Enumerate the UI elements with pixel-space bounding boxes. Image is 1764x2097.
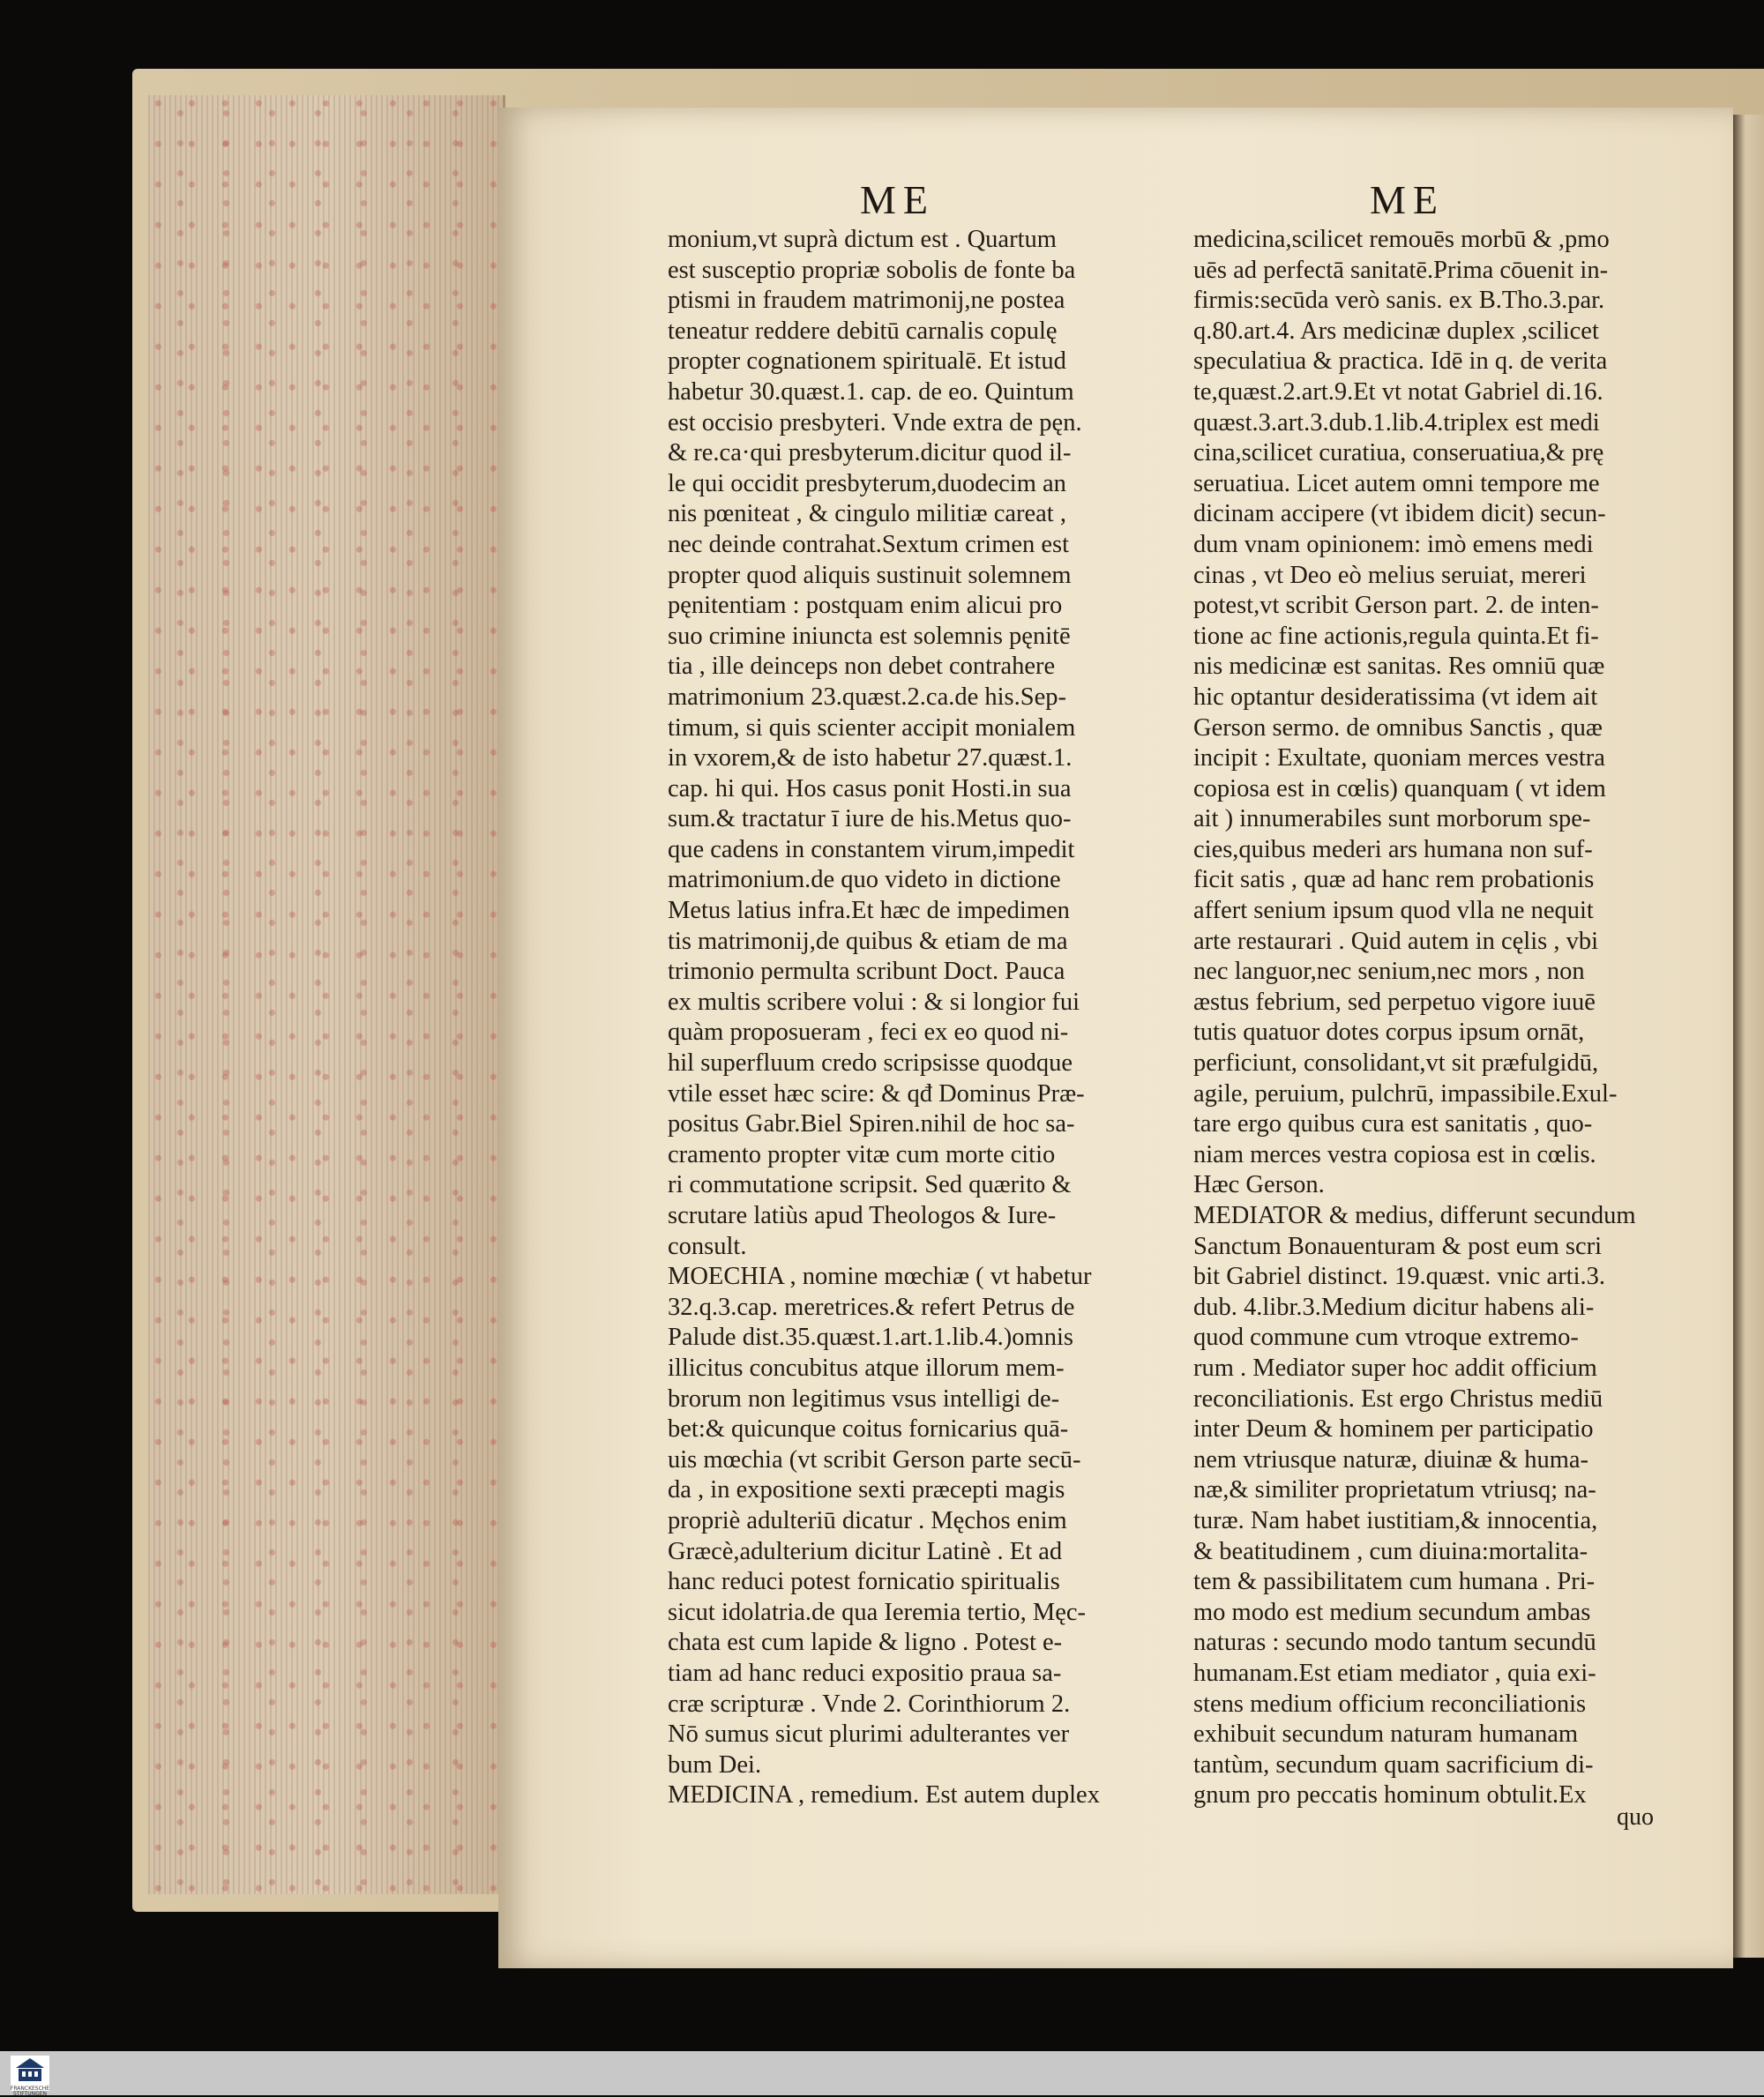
text-line: næ,& similiter proprietatum vtriusq; na- [1193, 1476, 1596, 1504]
text-line: chata est cum lapide & ligno . Potest e- [668, 1629, 1063, 1657]
text-line: exhibuit secundum naturam humanam [1193, 1720, 1579, 1749]
text-line: cap. hi qui. Hos casus ponit Hosti.in sua [668, 774, 1072, 802]
text-line: tione ac fine actionis,regula quinta.Et fi- [1193, 622, 1599, 650]
text-line: brorum non legitimus vsus intelligi de- [668, 1384, 1060, 1413]
text-line: MOECHIA , nomine mœchiæ ( vt habetur [668, 1263, 1092, 1291]
text-line: positus Gabr.Biel Spiren.nihil de hoc sa- [668, 1110, 1075, 1138]
text-line: hil superfluum credo scripsisse quodque [668, 1049, 1073, 1078]
text-line: niam merces vestra copiosa est in cœlis. [1193, 1140, 1596, 1168]
text-line: scrutare latiùs apud Theologos & Iure- [668, 1202, 1057, 1229]
text-line: est susceptio propriæ sobolis de fonte ba [668, 256, 1076, 284]
text-line: naturas : secundo modo tantum secundū [1193, 1629, 1596, 1657]
text-line: tia , ille deinceps non debet contrahere [668, 653, 1056, 681]
text-line: bum Dei. [668, 1750, 762, 1779]
text-line: cinas , vt Deo eò melius seruiat, mereri [1193, 561, 1587, 589]
text-line: tem & passibilitatem cum humana . Pri- [1193, 1568, 1596, 1596]
text-line: ait ) innumerabiles sunt morborum spe- [1193, 805, 1591, 833]
text-line: dicinam accipere (vt ibidem dicit) secun- [1193, 500, 1606, 528]
text-line: est occisio presbyteri. Vnde extra de pęn. [668, 408, 1082, 437]
text-line: nis pœniteat , & cingulo militiæ careat , [668, 500, 1066, 528]
text-line: incipit : Exultate, quoniam merces vestra [1193, 744, 1605, 772]
text-line: tantùm, secundum quam sacrificium di- [1193, 1750, 1594, 1779]
text-column-left [668, 225, 1197, 1811]
text-line: timum, si quis scienter accipit monialem [668, 713, 1076, 742]
text-line: æstus febrium, sed perpetuo vigore iuuē [1193, 988, 1596, 1016]
text-line: & beatitudinem , cum diuina:mortalita- [1193, 1537, 1588, 1565]
text-line: cramento propter vitæ cum morte citio [668, 1140, 1056, 1168]
text-line: propter cognationem spiritualē. Et istud [668, 347, 1066, 376]
text-line: ficit satis , quæ ad hanc rem probationis [1193, 866, 1595, 894]
text-line: speculatiua & practica. Idē in q. de verita [1193, 347, 1608, 376]
text-line: rum . Mediator super hoc addit officium [1193, 1354, 1597, 1382]
running-head-left: ME [860, 177, 935, 222]
text-line: in vxorem,& de isto habetur 27.quæst.1. [668, 744, 1073, 772]
text-line: quod commune cum vtroque extremo- [1193, 1324, 1579, 1352]
text-line: MEDIATOR & medius, differunt secundum [1193, 1202, 1636, 1229]
text-line: bet:& quicunque coitus fornicarius quā- [668, 1415, 1069, 1444]
text-line: medicina,scilicet remouēs morbū & ,pmo [1193, 226, 1610, 253]
text-line: cies,quibus mederi ars humana non suf- [1193, 835, 1593, 863]
text-line: turæ. Nam habet iustitiam,& innocentia, [1193, 1506, 1598, 1534]
text-line: affert senium ipsum quod vlla ne nequit [1193, 897, 1594, 925]
text-line: quæst.3.art.3.dub.1.lib.4.triplex est medi [1193, 408, 1600, 437]
text-line: inter Deum & hominem per participatio [1193, 1415, 1594, 1444]
text-line: gnum pro peccatis hominum obtulit.Ex [1193, 1781, 1587, 1810]
text-line: propter quod aliquis sustinuit solemnem [668, 561, 1072, 589]
text-line: teneatur reddere debitū carnalis copulę [668, 317, 1058, 345]
text-line: habetur 30.quæst.1. cap. de eo. Quintum [668, 377, 1074, 406]
text-line: ptismi in fraudem matrimonij,ne postea [668, 287, 1065, 315]
text-line: que cadens in constantem virum,impedit [668, 835, 1075, 863]
text-line: uis mœchia (vt scribit Gerson parte secū- [668, 1445, 1081, 1474]
text-line: Gerson sermo. de omnibus Sanctis , quæ [1193, 713, 1603, 742]
text-line: consult. [668, 1232, 747, 1260]
text-line: le qui occidit presbyterum,duodecim an [668, 469, 1066, 497]
text-line: uēs ad perfectā sanitatē.Prima cōuenit in- [1193, 256, 1609, 284]
text-line: humanam.Est etiam mediator , quia exi- [1193, 1659, 1596, 1687]
text-line: sum.& tractatur ī iure de his.Metus quo- [668, 805, 1072, 833]
text-line: MEDICINA , remedium. Est autem duplex [668, 1781, 1100, 1810]
text-line: q.80.art.4. Ars medicinæ duplex ,scilicet [1193, 317, 1599, 345]
text-line: reconciliationis. Est ergo Christus mediū [1193, 1384, 1603, 1413]
text-line: te,quæst.2.art.9.Et vt notat Gabriel di.16. [1193, 377, 1603, 406]
text-line: matrimonium.de quo videto in dictione [668, 866, 1061, 894]
text-line: & re.ca·qui presbyterum.dicitur quod il- [668, 439, 1072, 467]
text-line: nec languor,nec senium,nec mors , non [1193, 958, 1585, 986]
text-line: nec deinde contrahat.Sextum crimen est [668, 530, 1070, 558]
text-line: dum vnam opinionem: imò emens medi [1193, 530, 1594, 558]
text-line: tare ergo quibus cura est sanitatis , quo- [1193, 1110, 1593, 1138]
text-line: tiam ad hanc reduci expositio praua sa- [668, 1659, 1062, 1687]
text-line: mo modo est medium secundum ambas [1193, 1598, 1591, 1626]
text-line: cræ scripturæ . Vnde 2. Corinthiorum 2. [668, 1690, 1071, 1718]
text-line: hic optantur desideratissima (vt idem ait [1193, 683, 1598, 711]
text-line: tis matrimonij,de quibus & etiam de ma [668, 927, 1068, 955]
text-line: illicitus concubitus atque illorum mem- [668, 1354, 1065, 1382]
text-column-right [1193, 225, 1661, 1811]
text-line: Nō sumus sicut plurimi adulterantes ver [668, 1720, 1070, 1749]
text-line: sicut idolatria.de qua Ieremia tertio, Męc- [668, 1598, 1087, 1626]
text-line: nem vtriusque naturæ, diuinæ & huma- [1193, 1445, 1589, 1474]
text-line: vtile esset hæc scire: & qđ Dominus Præ- [668, 1079, 1085, 1108]
text-line: arte restaurari . Quid autem in cęlis , vbi [1193, 927, 1599, 955]
book-page-edges [148, 95, 505, 1894]
text-line: Palude dist.35.quæst.1.art.1.lib.4.)omnis [668, 1324, 1073, 1352]
text-line: hanc reduci potest fornicatio spiritualis [668, 1568, 1060, 1596]
library-logo-label: FRANCKESCHE STIFTUNGEN [10, 2086, 50, 2097]
text-line: ex multis scribere volui : & si longior fui [668, 988, 1080, 1016]
text-line: Græcè,adulterium dicitur Latinè . Et ad [668, 1537, 1063, 1565]
text-line: suo crimine iniuncta est solemnis pęnitē [668, 622, 1071, 650]
text-line: trimonio permulta scribunt Doct. Pauca [668, 958, 1065, 986]
text-line: pęnitentiam : postquam enim alicui pro [668, 592, 1063, 620]
catchword: quo [1617, 1803, 1654, 1831]
text-line: ri commutatione scripsit. Sed quærito & [668, 1171, 1072, 1199]
text-line: seruatiua. Licet autem omni tempore me [1193, 469, 1600, 497]
text-line: quàm proposueram , feci ex eo quod ni- [668, 1019, 1069, 1047]
text-line: firmis:secūda verò sanis. ex B.Tho.3.par. [1193, 287, 1605, 315]
text-line: propriè adulteriū dicatur . Męchos enim [668, 1506, 1067, 1534]
text-line: nis medicinæ est sanitas. Res omniū quæ [1193, 653, 1605, 681]
running-head-right: ME [1370, 177, 1445, 222]
text-line: perficiunt, consolidant,vt sit præfulgidū, [1193, 1049, 1599, 1078]
text-line: bit Gabriel distinct. 19.quæst. vnic arti.3. [1193, 1263, 1606, 1291]
text-line: copiosa est in cœlis) quanquam ( vt idem [1193, 774, 1606, 802]
facing-page-edge [1733, 115, 1764, 1958]
text-line: tutis quatuor dotes corpus ipsum ornāt, [1193, 1019, 1585, 1047]
viewer-footer-bar [0, 2051, 1764, 2095]
text-line: matrimonium 23.quæst.2.ca.de his.Sep- [668, 683, 1066, 711]
text-line: da , in expositione sexti præcepti magis [668, 1476, 1065, 1504]
text-line: 32.q.3.cap. meretrices.& refert Petrus de [668, 1293, 1075, 1321]
text-line: dub. 4.libr.3.Medium dicitur habens ali- [1193, 1293, 1595, 1321]
text-line: Hæc Gerson. [1193, 1171, 1325, 1199]
text-line: stens medium officium reconciliationis [1193, 1690, 1587, 1718]
text-line: potest,vt scribit Gerson part. 2. de inten- [1193, 592, 1599, 620]
text-line: cina,scilicet curatiua, conseruatiua,& prę [1193, 439, 1604, 467]
text-line: Metus latius infra.Et hæc de impedimen [668, 897, 1070, 925]
text-line: agile, peruium, pulchrū, impassibile.Exul- [1193, 1079, 1618, 1108]
text-line: monium,vt suprà dictum est . Quartum [668, 226, 1057, 253]
text-line: Sanctum Bonauenturam & post eum scri [1193, 1232, 1603, 1260]
